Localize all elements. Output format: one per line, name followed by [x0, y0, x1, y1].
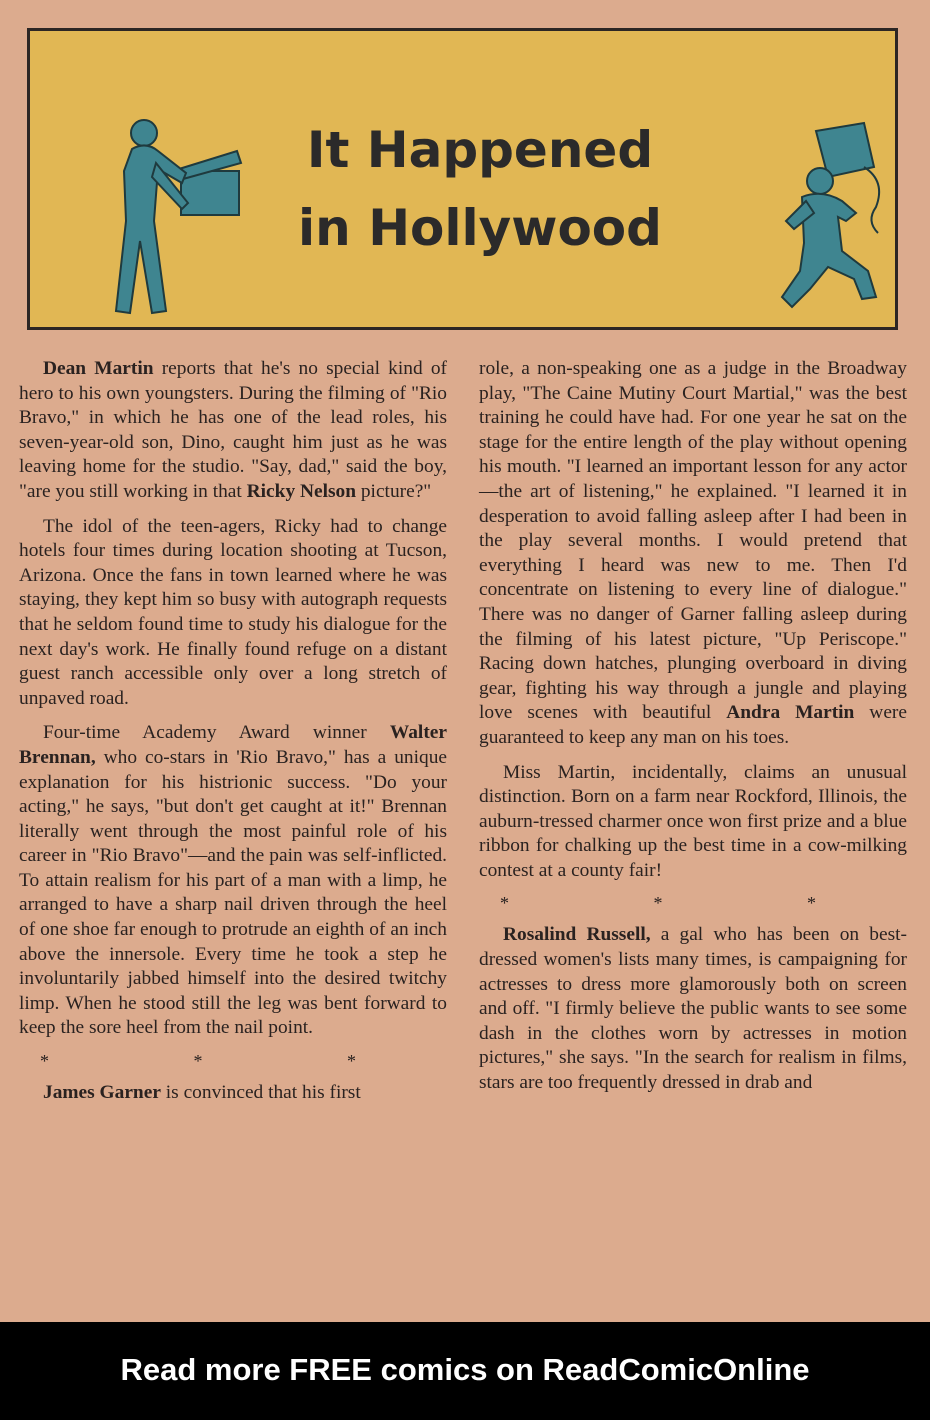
paragraph-ricky-nelson: The idol of the teen-agers, Ricky had to change hotels four times during location shooting at Tucson, Arizona. Once the fans in town learned where he was staying, they kept him so busy with autograph requests that he seldom found time to study his dialogue for the next day's work. He finally found refuge on a distant guest ranch accessible only over a long stretch of unpaved road. — [19, 515, 447, 709]
name-walter-brennan: Walter Brennan, — [19, 722, 447, 768]
paragraph-walter-brennan: Four-time Academy Award winner Walter Brennan, who co-stars in 'Rio Bravo," has a unique explanation for his histrionic success. "Do your acting," he says, "but don't get caught at it!" Brennan literally went through the most painful role of his career in "Rio Bravo"—and the pain was self-inflicted. To attain realism for his part of a man with a limp, he arranged to have a sharp nail driven through the heel of one shoe far enough to protrude an eighth of an inch above the innersole. Every time he took a step he involuntarily jabbed himself into the desired twitchy limp. When he stood still the leg was bent forward to keep the sore heel from the nail point. — [19, 722, 447, 1039]
section-divider-stars: * * * — [500, 893, 886, 914]
paragraph-garner-continued: role, a non-speaking one as a judge in the Broadway play, "The Caine Mutiny Court Martial," was the best training he could have had. For one year he sat on the stage for the entire length of the play without opening his mouth. "I learned an important lesson for any actor—the art of listening," he explained. "I learned it in desperation to avoid falling asleep after I had been in the play several months. I would pretend that everything I heard was new to me. Then I'd concentrate on listening to every line of dialogue." There was no danger of Garner falling asleep during the filming of his latest picture, "Up Periscope." Racing down hatches, plunging overboard in diving gear, fighting his way through a jungle and playing love scenes with beautiful Andra Martin were guaranteed to keep any man on his toes. — [479, 358, 907, 748]
section-divider-stars: * * * — [40, 1051, 426, 1072]
name-james-garner: James Garner — [43, 1082, 161, 1104]
footer-link-text[interactable]: Read more FREE comics on ReadComicOnline — [120, 1352, 810, 1387]
paragraph-miss-martin: Miss Martin, incidentally, claims an unusual distinction. Born on a farm near Rockford, Illinois, the auburn-tressed charmer once won first prize and a blue ribbon for chalking up the best time in a cow-milking contest at a county fair! — [479, 761, 907, 881]
title-banner — [27, 28, 898, 330]
name-andra-martin: Andra Martin — [726, 702, 855, 724]
title-line-1: It Happened — [306, 121, 654, 179]
paragraph-rosalind-russell: Rosalind Russell, a gal who has been on best-dressed women's lists many times, is campaigning for actresses to dress more glamorously both on screen and off. "I firmly believe the public wants to see some dash in the clothes worn by actresses in motion pictures," she says. "In the search for realism in films, stars are too frequently dressed in drab and — [479, 924, 907, 1094]
footer-banner[interactable] — [0, 1322, 930, 1420]
name-dean-martin: Dean Martin — [43, 358, 154, 379]
title-line-2: in Hollywood — [298, 199, 662, 257]
page-title — [220, 111, 740, 267]
name-ricky-nelson: Ricky Nelson — [246, 480, 357, 502]
article-column-left — [19, 357, 447, 1106]
paragraph-dean-martin: Dean Martin reports that he's no special kind of hero to his own youngsters. During the filming of "Rio Bravo," in which he has one of the lead roles, his seven-year-old son, Dino, caught him just as he was leaving home for the studio. "Say, dad," said the boy, "are you still working in that Ricky Nelson picture?" — [19, 358, 447, 502]
name-rosalind-russell: Rosalind Russell, — [503, 924, 651, 946]
paragraph-james-garner: James Garner is convinced that his first — [43, 1082, 361, 1104]
cameraman-figure-icon — [746, 121, 896, 321]
article-column-right — [479, 357, 907, 1096]
